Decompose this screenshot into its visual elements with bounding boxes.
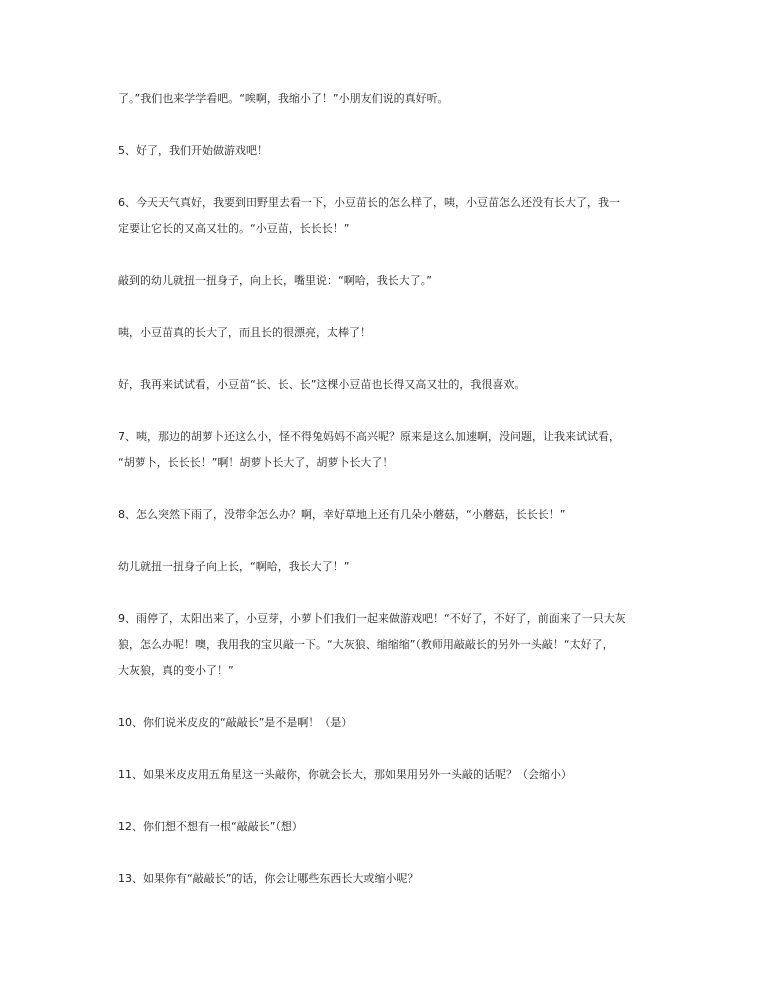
paragraph-step-10 [118, 710, 658, 736]
paragraph-step-8 [118, 502, 658, 528]
paragraph-try-again [118, 372, 658, 398]
text-line: 6、今天天气真好，我要到田野里去看一下，小豆苗长的怎么样了，咦，小豆苗怎么还没有长大了，我一 [118, 196, 620, 209]
text-line: 咦，小豆苗真的长大了，而且长的很漂亮，太棒了！ [118, 326, 371, 339]
text-line: 了。”我们也来学学看吧。“唉啊，我缩小了！”小朋友们说的真好听。 [118, 92, 449, 105]
paragraph-bean-grown [118, 320, 658, 346]
text-line: 大灰狼，真的变小了！” [118, 664, 234, 677]
text-line: 狼，怎么办呢！噢，我用我的宝贝敲一下。“大灰狼、缩缩缩”（教师用敲敲长的另外一头敲！“太好了， [118, 638, 614, 651]
text-line: 敲到的幼儿就扭一扭身子，向上长，嘴里说：“啊哈，我长大了。” [118, 274, 432, 287]
paragraph-step-11 [118, 762, 658, 788]
text-line: 12、你们想不想有一根“敲敲长”（想） [118, 820, 303, 833]
text-line: 8、怎么突然下雨了，没带伞怎么办？啊，幸好草地上还有几朵小蘑菇，“小蘑菇，长长长！” [118, 508, 566, 521]
text-line: 7、咦，那边的胡萝卜还这么小，怪不得兔妈妈不高兴呢？原来是这么加速啊，没问题，让我来试试看， [118, 430, 620, 443]
paragraph-step-5 [118, 138, 658, 164]
paragraph-step-7 [118, 424, 658, 476]
text-line: 5、好了，我们开始做游戏吧！ [118, 144, 268, 157]
text-line: 10、你们说米皮皮的“敲敲长”是不是啊！（是） [118, 716, 353, 729]
paragraph-step-13 [118, 866, 658, 892]
text-line: 9、雨停了，太阳出来了，小豆芽，小萝卜们我们一起来做游戏吧！“不好了，不好了，前面来了一只大灰 [118, 612, 626, 625]
paragraph-step-12 [118, 814, 658, 840]
text-line: 11、如果米皮皮用五角星这一头敲你，你就会长大，那如果用另外一头敲的话呢？（会缩小） [118, 768, 572, 781]
text-line: 定要让它长的又高又壮的。“小豆苗，长长长！” [118, 222, 350, 235]
paragraph-step-6 [118, 190, 658, 242]
paragraph-mushroom-grows [118, 554, 658, 580]
paragraph-intro [118, 86, 658, 112]
paragraph-step-9 [118, 606, 658, 684]
paragraph-child-grows [118, 268, 658, 294]
text-line: 好，我再来试试看，小豆苗“长、长、长”这棵小豆苗也长得又高又壮的，我很喜欢。 [118, 378, 526, 391]
text-line: 幼儿就扭一扭身子向上长，“啊哈，我长大了！” [118, 560, 350, 573]
text-line: “胡萝卜，长长长！”啊！胡萝卜长大了，胡萝卜长大了！ [118, 456, 394, 469]
text-line: 13、如果你有“敲敲长”的话，你会让哪些东西长大或缩小呢？ [118, 872, 419, 885]
